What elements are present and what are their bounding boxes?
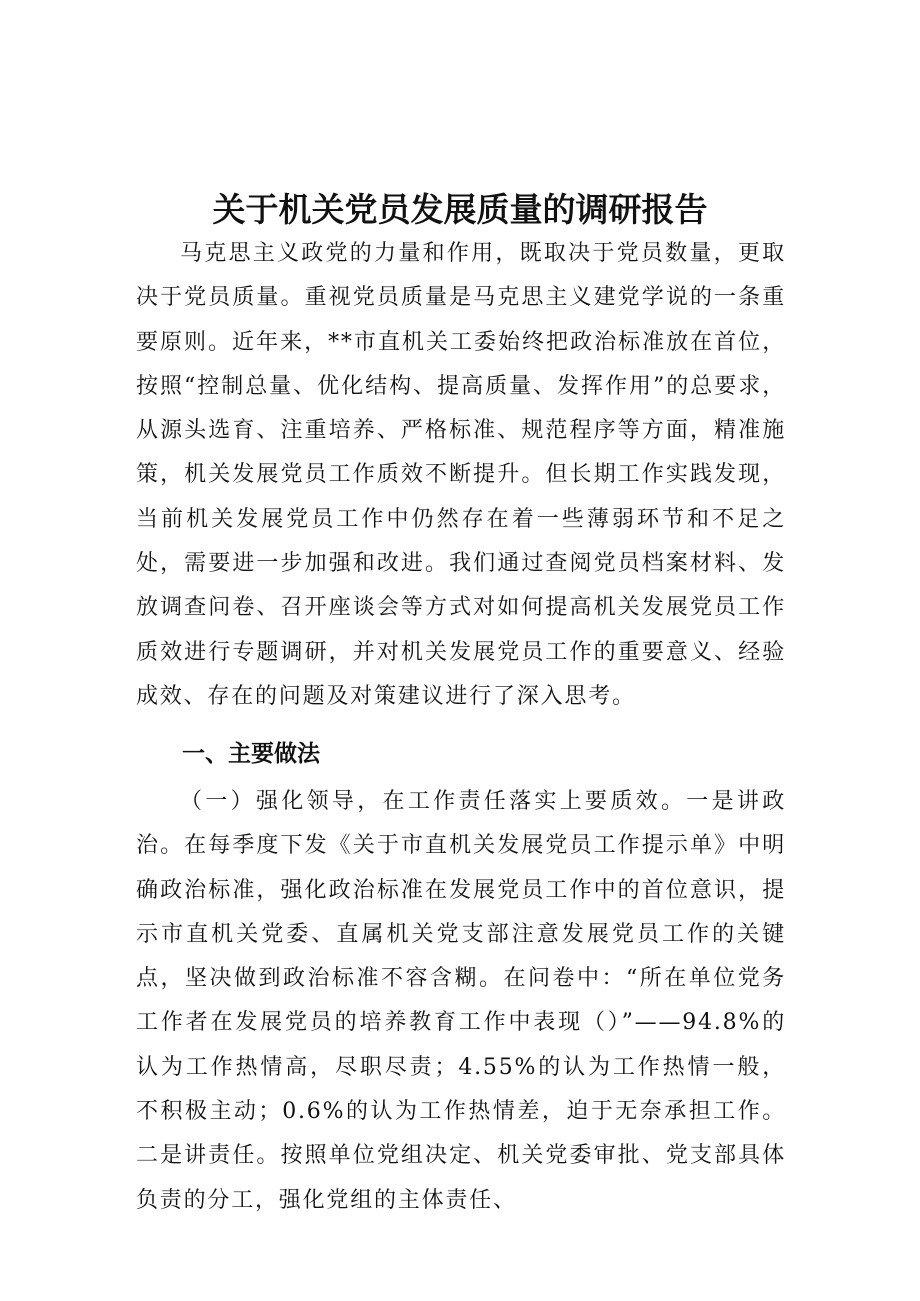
- section-paragraph: （一）强化领导，在工作责任落实上要质效。一是讲政治。在每季度下发《关于市直机关发展党员工作提示单》中明确政治标准，强化政治标准在发展党员工作中的首位意识，提示市直机关党委、直属机关党支部注意发展党员工作的关键点，坚决做到政治标准不容含糊。在问卷中：“所在单位党务工作者在发展党员的培养教育工作中表现（）”——94.8%的认为工作热情高，尽职尽责；4.55%的认为工作热情一般，不积极主动；0.6%的认为工作热情差，迫于无奈承担工作。二是讲责任。按照单位党组决定、机关党委审批、党支部具体负责的分工，强化党组的主体责任、: [136, 789, 786, 1213]
- intro-paragraph: 马克思主义政党的力量和作用，既取决于党员数量，更取决于党员质量。重视党员质量是马克思主义建党学说的一条重要原则。近年来，**市直机关工委始终把政治标准放在首位，按照“控制总量、优化结构、提高质量、发挥作用”的总要求，从源头选育、注重培养、严格标准、规范程序等方面，精准施策，机关发展党员工作质效不断提升。但长期工作实践发现，当前机关发展党员工作中仍然存在着一些薄弱环节和不足之处，需要进一步加强和改进。我们通过查阅党员档案材料、发放调查问卷、召开座谈会等方式对如何提高机关发展党员工作质效进行专题调研，并对机关发展党员工作的重要意义、经验成效、存在的问题及对策建议进行了深入思考。: [136, 241, 786, 709]
- document-title: 关于机关党员发展质量的调研报告: [212, 190, 708, 230]
- section-heading: 一、主要做法: [182, 741, 320, 767]
